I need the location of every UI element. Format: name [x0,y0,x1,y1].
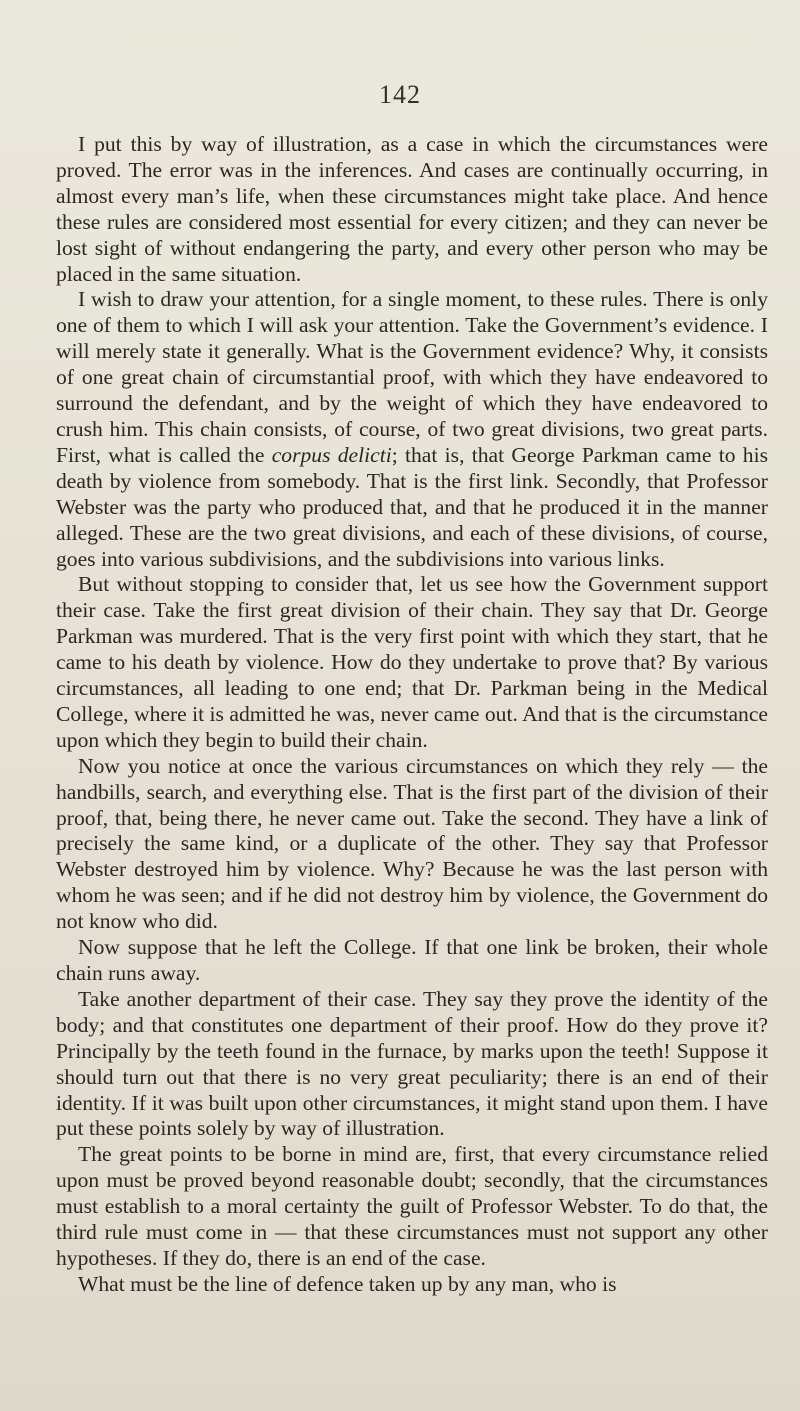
paragraph: What must be the line of defence taken up by any man, who is [78,1271,617,1296]
paragraph: Now you notice at once the various circumstances on which they rely — the handbills, search, and everything else. That is the first part of the division of their proof, that, being there, he never came out. Take the second. They have a link of precisely the same kind, or a duplicate of the other. They say that Professor Webster destroyed him by violence. Why? Because he was the last person with whom he was seen; and if he did not destroy him by violence, the Government do not know who did. [56,753,768,934]
paragraph: But without stopping to consider that, let us see how the Government support their case. Take the first great division of their chain. They say that Dr. George Parkman was murdered. That is the very first point with which they start, that he came to his death by violence. How do they undertake to prove that? By various circumstances, all leading to one end; that Dr. Parkman being in the Medical College, where it is admitted he was, never came out. And that is the circumstance upon which they begin to build their chain. [56,572,768,752]
page-number: 142 [379,80,421,109]
paragraph-text: I wish to draw your attention, for a single moment, to these rules. There is only one of them to which I will ask your attention. Take the Government’s evidence. I will merely state it generally. What is the Government evidence? Why, it consists of one great chain of circumstantial proof, with which they have endeavored to surround the defendant, and by the weight of which they have endeavored to crush him. This chain consists, of course, of two great divisions, two great parts. First, what is called the [56,287,768,467]
paragraph [56,287,768,572]
paragraph-text: ; that is, that George Parkman came to his death by violence from somebody. That is the first link. Secondly, that Professor Webster was the party who produced that, and that he produced it in the manner alleged. These are the two great divisions, and each of these divisions, of course, goes into various subdivisions, and the subdivisions into various links. [56,442,768,571]
paragraph: Now suppose that he left the College. If that one link be broken, their whole chain runs away. [56,935,768,985]
paragraph: The great points to be borne in mind are, first, that every circumstance relied upon must be proved beyond reasonable doubt; secondly, that the circumstances must establish to a moral certainty the guilt of Professor Webster. To do that, the third rule must come in — that these circumstances must not support any other hypotheses. If they do, there is an end of the case. [56,1142,768,1270]
paragraph: Take another department of their case. They say they prove the identity of the body; and that constitutes one department of their proof. How do they prove it? Principally by the teeth found in the furnace, by marks upon the teeth! Suppose it should turn out that there is no very great peculiarity; there is an end of their identity. If it was built upon other circumstances, it might stand upon them. I have put these points solely by way of illustration. [56,986,768,1141]
italic-term: corpus delicti [271,442,392,467]
body-text [56,132,768,1298]
paragraph: I put this by way of illustration, as a case in which the circumstances were proved. The error was in the inferences. And cases are continually occurring, in almost every man’s life, when these circumstances might take place. And hence these rules are considered most essential for every citizen; and they can never be lost sight of without endangering the party, and every other person who may be placed in the same situation. [56,132,768,286]
